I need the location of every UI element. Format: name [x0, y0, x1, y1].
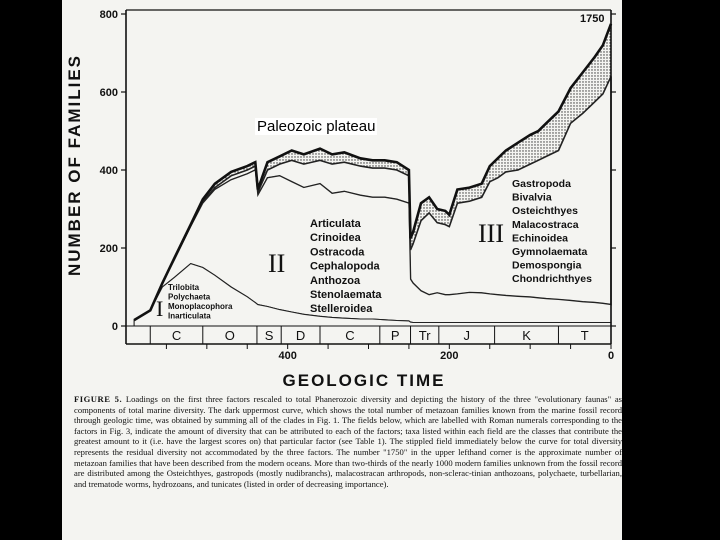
- period-label-4: C: [345, 328, 355, 343]
- field-iii-taxon-0: Gastropoda: [512, 178, 571, 190]
- period-label-6: Tr: [418, 328, 431, 343]
- y-axis-label: NUMBER OF FAMILIES: [65, 53, 84, 277]
- annotation-1750: 1750: [580, 13, 605, 25]
- field-iii-taxon-5: Gymnolaemata: [512, 246, 588, 258]
- caption-label: FIGURE 5.: [74, 394, 123, 404]
- field-ii-taxon-5: Stenolaemata: [310, 289, 382, 301]
- field-i-taxon-0: Trilobita: [168, 283, 200, 292]
- y-tick-label-4: 800: [99, 9, 118, 21]
- x-tick-label-0: 400: [278, 350, 297, 362]
- paleozoic-plateau-label: Paleozoic plateau: [257, 118, 376, 135]
- period-label-9: T: [580, 328, 589, 343]
- x-axis-label: GEOLOGIC TIME: [282, 371, 446, 390]
- period-label-2: S: [264, 328, 274, 343]
- field-ii-taxon-4: Anthozoa: [310, 274, 361, 287]
- period-label-3: D: [295, 328, 306, 343]
- x-tick-label-2: 0: [607, 350, 615, 362]
- field-iii-numeral: III: [478, 219, 504, 248]
- field-i-taxon-3: Inarticulata: [168, 311, 211, 321]
- caption-text: Loadings on the first three factors rescaled to total Phanerozoic diversity and depicting the history of the three "evolutionary faunas" as components of total marine diversity. The dark uppermost curve, which shows the total number of metazoan families known from the marine fossil record through geologic time, was obtained by summing all of the clades in Fig. 1. The fields below, which are labelled with Roman numerals corresponding to the factors in Fig. 3, indicate the amount of diversity that can be attributed to each of the factors; taxa listed within each field are the classes that contribute the greatest amount to it (i.e. have the largest scores on) that particular factor (see Table 1). The stippled field immediately below the curve for total diversity represents the residual diversity not accommodated by the three factors. The number "1750" in the upper lefthand corner is the approximate number of metazoan families that have been described from the modern oceans. More than two-thirds of the nearly 1000 modern families unknown from the fossil record are distributed among the Osteichthyes, gastropods (mostly nudibranchs), malacostracan arthropods, non-sclerac-tinian anthozoans, polychaete, turbellarian, and trematode worms, hydrozoans, and tunicates (listed in order of decreasing importance).: [74, 394, 622, 489]
- y-tick-label-3: 600: [99, 87, 118, 99]
- field-ii-taxon-6: Stelleroidea: [310, 303, 373, 316]
- field-ii-taxon-1: Crinoidea: [310, 232, 361, 245]
- period-label-8: K: [522, 328, 531, 343]
- field-ii-taxon-0: Articulata: [310, 218, 361, 230]
- period-label-5: P: [390, 328, 400, 343]
- x-tick-label-1: 200: [440, 350, 459, 362]
- field-iii-taxon-3: Malacostraca: [512, 218, 579, 231]
- period-label-1: O: [224, 328, 235, 343]
- field-ii-numeral: II: [268, 249, 286, 278]
- period-label-0: C: [171, 328, 182, 343]
- field-i-taxon-1: Polychaeta: [168, 292, 211, 302]
- y-tick-label-0: 0: [111, 321, 118, 333]
- field-i-numeral: I: [156, 296, 164, 321]
- field-ii-taxon-3: Cephalopoda: [310, 260, 380, 273]
- field-iii-taxon-4: Echinoidea: [512, 232, 569, 245]
- field-iii-taxon-1: Bivalvia: [512, 191, 552, 204]
- field-ii-taxon-2: Ostracoda: [310, 246, 365, 259]
- y-tick-label-1: 200: [99, 243, 118, 255]
- period-label-7: J: [463, 328, 470, 343]
- figure-caption: [74, 394, 622, 489]
- y-tick-label-2: 400: [99, 165, 118, 177]
- field-i-taxon-2: Monoplacophora: [168, 302, 233, 311]
- field-iii-taxon-6: Demospongia: [512, 259, 582, 272]
- field-iii-taxon-7: Chondrichthyes: [512, 273, 592, 286]
- field-iii-taxon-2: Osteichthyes: [512, 205, 578, 218]
